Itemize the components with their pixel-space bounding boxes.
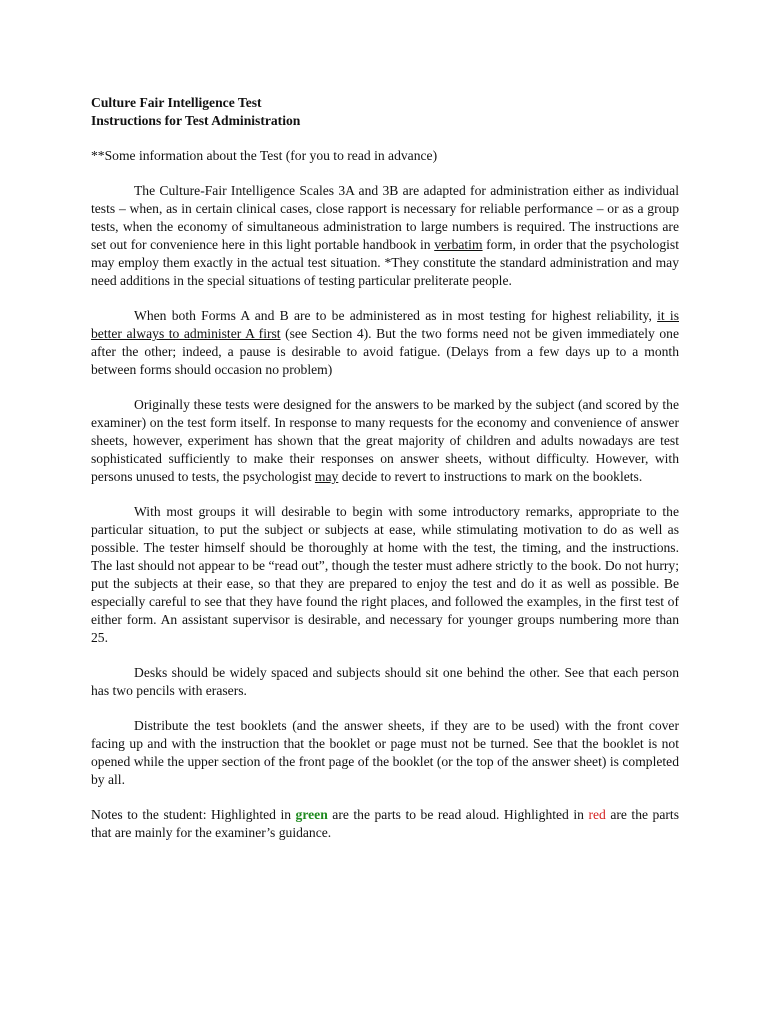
document-body (91, 94, 679, 842)
paragraph-answer-sheets (91, 396, 679, 486)
notes-text-c: are the parts that are mainly for the examiner’s guidance. (91, 807, 679, 840)
p1-text-a: The Culture-Fair Intelligence Scales 3A and 3B are adapted for administration either as individual tests – when, as in certain clinical cases, close rapport is necessary for reliable performance – or as a group tests, when the economy of simultaneous administration to large numbers is required. The instructions are set out for convenience here in this light portable handbook in (91, 183, 679, 252)
title-line-2: Instructions for Test Administration (91, 113, 301, 128)
paragraph-culture-fair-scales (91, 182, 679, 290)
document-title (91, 94, 679, 130)
notes-green-word: green (295, 807, 328, 822)
intro-note: **Some information about the Test (for you to read in advance) (91, 148, 438, 163)
notes-to-student (91, 806, 679, 842)
paragraph-introductory-remarks: With most groups it will desirable to begin with some introductory remarks, appropriate to the particular situation, to put the subject or subjects at ease, while stimulating motivation to do as well as possible. The tester himself should be thoroughly at home with the test, the timing, and the instructions. The last should not appear to be “read out”, though the tester must adhere strictly to the book. Do not hurry; put the subjects at their ease, so that they are prepared to enjoy the test and do it as well as possible. Be especially careful to see that they have found the right places, and followed the examples, in the first test of either form. An assistant supervisor is desirable, and necessary for younger groups numbering more than 25. (91, 504, 679, 645)
paragraph-desks: Desks should be widely spaced and subjects should sit one behind the other. See that each person has two pencils with erasers. (91, 665, 679, 698)
paragraph-forms-a-b (91, 307, 679, 379)
p1-underline-verbatim: verbatim (434, 237, 483, 252)
notes-text-a: Notes to the student: Highlighted in (91, 807, 296, 822)
notes-red-word: red (588, 807, 606, 822)
paragraph-distribute-booklets: Distribute the test booklets (and the answer sheets, if they are to be used) with the front cover facing up and with the instruction that the booklet or page must not be turned. See that the booklet is not opened while the upper section of the front page of the booklet (or the top of the answer sheet) is completed by all. (91, 718, 679, 787)
p3-underline-may: may (314, 469, 339, 484)
title-line-1: Culture Fair Intelligence Test (91, 95, 262, 110)
p3-text-a: Originally these tests were designed for the answers to be marked by the subject (and scored by the examiner) on the test form itself. In response to many requests for the economy and convenience of answer sheets, however, experiment has shown that the great majority of children and adults nowadays are test sophisticated sufficiently to make their responses on answer sheets, without difficulty. However, with persons unused to tests, the psychologist (91, 397, 679, 484)
p2-underline-administer-a-first: it is better always to administer A first (91, 308, 679, 341)
p2-text-a: When both Forms A and B are to be administered as in most testing for highest reliability, (134, 308, 658, 323)
p1-text-b: form, in order that the psychologist may employ them exactly in the actual test situation. *They constitute the standard administration and may need additions in the special situations of testing particular preliterate people. (91, 237, 679, 288)
p2-text-b: (see Section 4). But the two forms need not be given immediately one after the other; indeed, a pause is desirable to avoid fatigue. (Delays from a few days up to a month between forms should occasion no problem) (91, 326, 679, 377)
p3-text-b: decide to revert to instructions to mark on the booklets. (338, 469, 643, 484)
notes-text-b: are the parts to be read aloud. Highlighted in (327, 807, 589, 822)
